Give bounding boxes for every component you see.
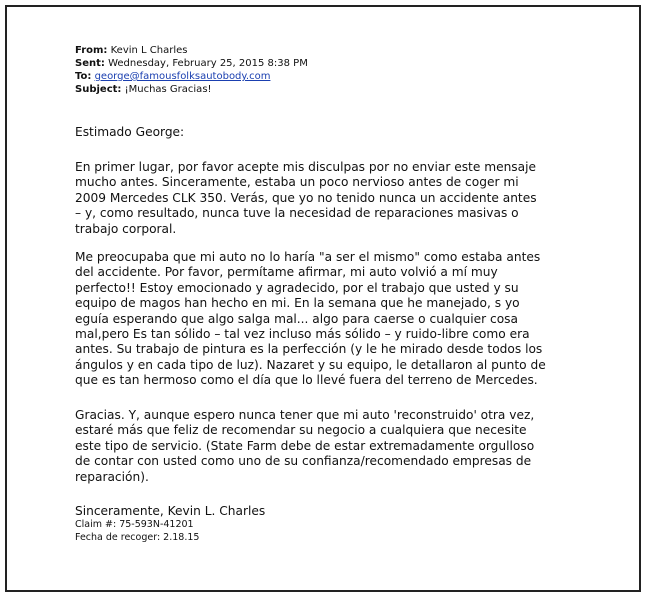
claim-number: Claim #: 75-593N-41201 xyxy=(75,519,194,530)
pickup-date: Fecha de recoger: 2.18.15 xyxy=(75,532,200,543)
sent-label: Sent: xyxy=(75,58,105,69)
subject-value: ¡Muchas Gracias! xyxy=(124,84,212,95)
to-row xyxy=(75,70,308,83)
paragraph-2: Me preocupaba que mi auto no lo haría "a ser el mismo" como estaba antes del accidente. Por favor, permítame afirmar, mi auto volvió a mí muy perfecto!! Estoy emocionado y agradecido, por el trabajo que usted y su equipo de magos han hecho en mi. En la semana que he manejado, s yo eguía esperando que algo salga mal... algo para caerse o cualquier cosa mal,pero Es tan sólido – tal vez incluso más sólido – y ruido-libre como era antes. Su trabajo de pintura es la perfección (y le he mirado desde todos los ángulos y en cada tipo de luz). Nazaret y su equipo, le detallaron al punto de que es tan hermoso como el día que lo llevé fuera del terreno de Mercedes. xyxy=(75,250,546,388)
paragraph-3: Gracias. Y, aunque espero nunca tener que mi auto 'reconstruido' otra vez, estaré más que feliz de recomendar su negocio a cualquiera que necesite este tipo de servicio. (State Farm debe de estar extremadamente orgulloso de contar con usted como uno de su confianza/recomendado empresas de reparación). xyxy=(75,408,535,484)
from-row xyxy=(75,44,308,57)
sent-value: Wednesday, February 25, 2015 8:38 PM xyxy=(108,58,308,69)
paragraph-1: En primer lugar, por favor acepte mis disculpas por no enviar este mensaje mucho antes. Sinceramente, estaba un poco nervioso antes de coger mi 2009 Mercedes CLK 350. Verás, que yo no tenido nunca un accidente antes – y, como resultado, nunca tuve la necesidad de reparaciones masivas o trabajo corporal. xyxy=(75,160,537,236)
from-value: Kevin L Charles xyxy=(110,45,188,56)
signoff: Sinceramente, Kevin L. Charles xyxy=(75,504,266,518)
subject-label: Subject: xyxy=(75,84,122,95)
from-label: From: xyxy=(75,45,108,56)
to-label: To: xyxy=(75,71,92,82)
email-header xyxy=(75,44,308,96)
greeting: Estimado George: xyxy=(75,125,185,139)
claim-info xyxy=(75,518,199,544)
sent-row xyxy=(75,57,308,70)
to-email-link[interactable]: george@famousfolksautobody.com xyxy=(94,71,271,82)
subject-row xyxy=(75,83,308,96)
